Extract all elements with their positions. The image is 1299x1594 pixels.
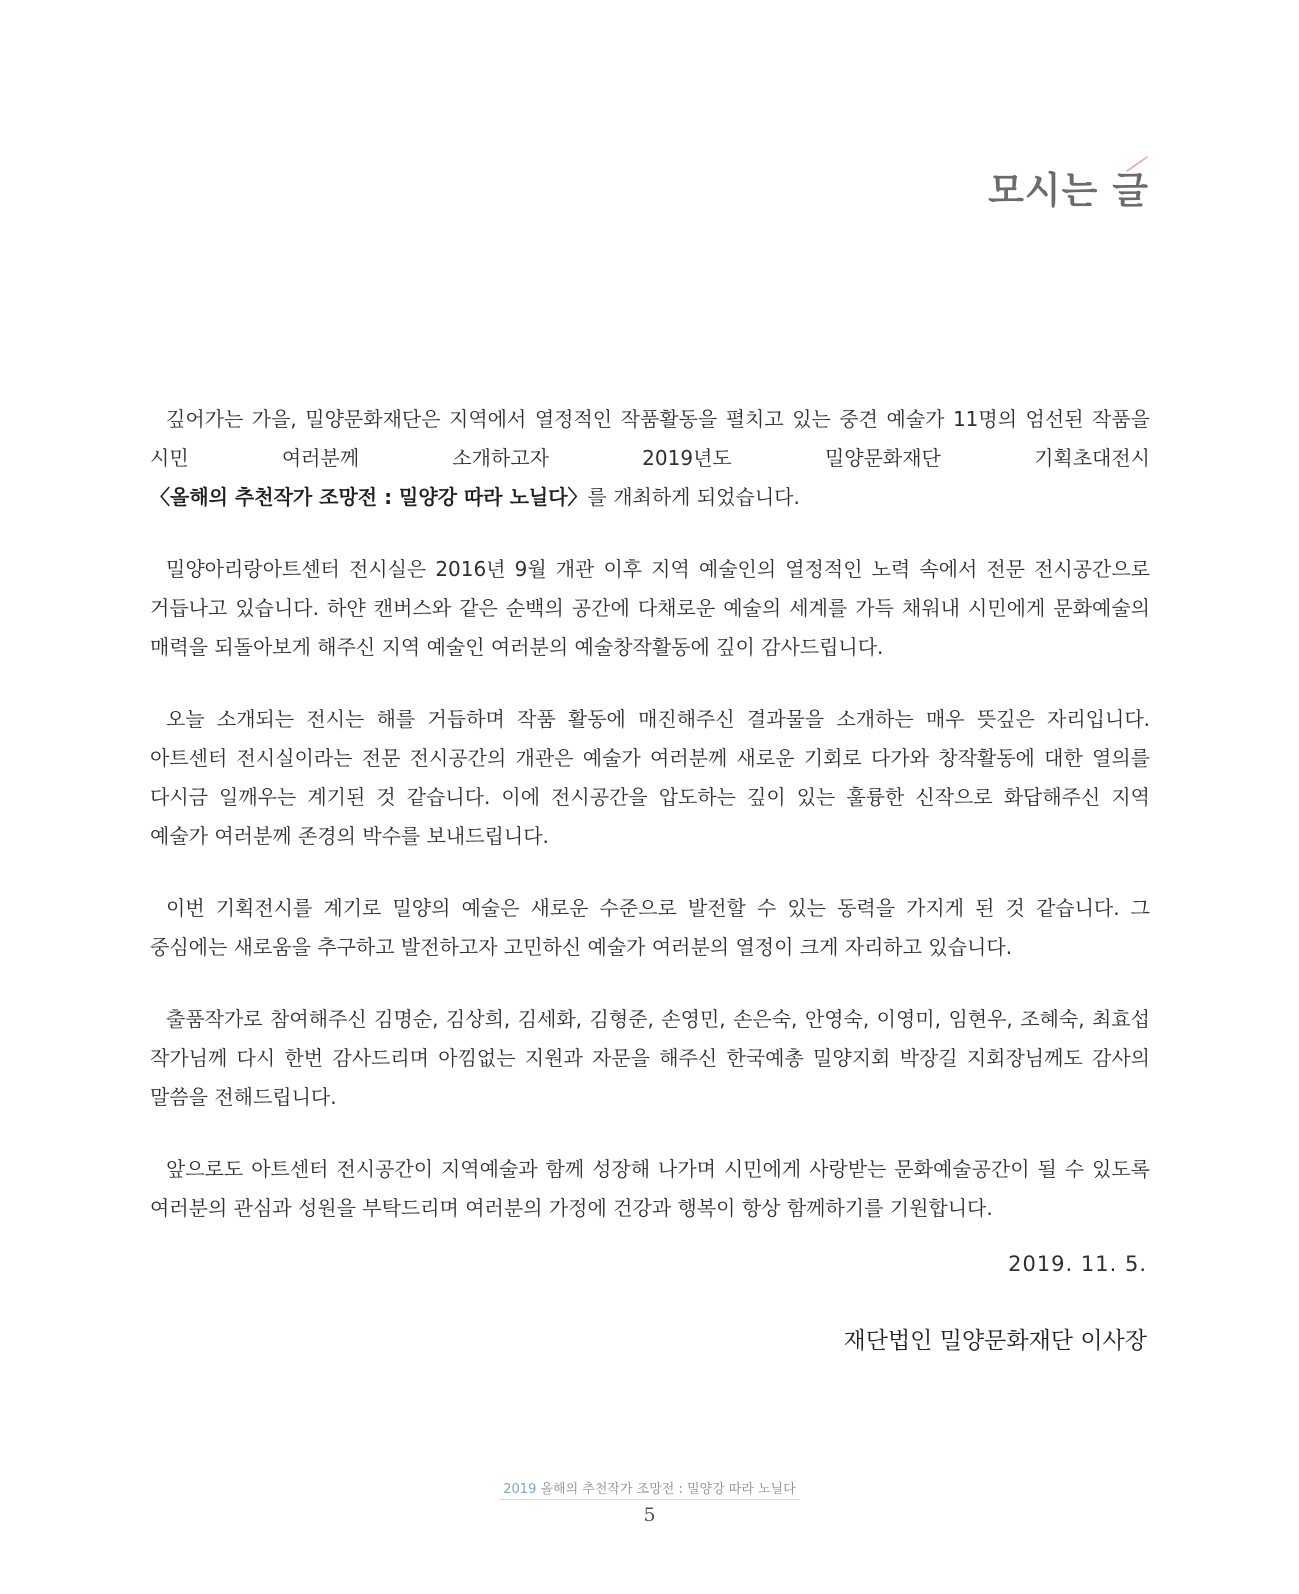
paragraph-venue: 밀양아리랑아트센터 전시실은 2016년 9월 개관 이후 지역 예술인의 열정적인 노력 속에서 전문 전시공간으로 거듭나고 있습니다. 하얀 캔버스와 같은 순백의 공간에 다채로운 예술의 세계를 가득 채워내 시민에게 문화예술의 매력을 되돌아보게 해주신 지역 예술인 여러분의 예술창작활동에 깊이 감사드립니다. xyxy=(150,557,1150,659)
paragraph-intro-text: 깊어가는 가을, 밀양문화재단은 지역에서 열정적인 작품활동을 펼치고 있는 중견 예술가 11명의 엄선된 작품을 시민 여러분께 소개하고자 2019년도 밀양문화재단 기획초대전시 xyxy=(150,407,1150,470)
paragraph-artists: 출품작가로 참여해주신 김명순, 김상희, 김세화, 김형준, 손영민, 손은숙, 안영숙, 이영미, 임현우, 조혜숙, 최효섭 작가님께 다시 한번 감사드리며 아낌없는 지원과 자문을 해주신 한국예총 밀양지회 박장길 지회장님께도 감사의 말씀을 전해드립니다. xyxy=(150,1007,1150,1109)
paragraph-closing: 앞으로도 아트센터 전시공간이 지역예술과 함께 성장해 나가며 시민에게 사랑받는 문화예술공간이 될 수 있도록 여러분의 관심과 성원을 부탁드리며 여러분의 가정에 건강과 행복이 항상 함께하기를 기원합니다. xyxy=(150,1157,1150,1220)
exhibition-title: 〈올해의 추천작가 조망전 : 밀양강 따라 노닐다〉 xyxy=(150,485,588,509)
letter-date: 2019. 11. 5. xyxy=(1008,1252,1147,1276)
footer-year: 2019 xyxy=(503,1482,537,1497)
paragraph-intro-ending: 를 개최하게 되었습니다. xyxy=(587,485,800,509)
footer-caption-text: 올해의 추천작가 조망전 : 밀양강 따라 노닐다 xyxy=(536,1482,796,1497)
paragraph-intro xyxy=(150,400,1150,517)
paragraph-exhibition: 오늘 소개되는 전시는 해를 거듭하며 작품 활동에 매진해주신 결과물을 소개하는 매우 뜻깊은 자리입니다. 아트센터 전시실이라는 전문 전시공간의 개관은 예술가 여러분께 새로운 기회로 다가와 창작활동에 대한 열의를 다시금 일깨우는 계기된 것 같습니다. 이에 전시공간을 압도하는 깊이 있는 훌륭한 신작으로 화답해주신 지역 예술가 여러분께 존경의 박수를 보내드립니다. xyxy=(150,707,1150,848)
title-accent-stroke xyxy=(1119,155,1149,185)
signature: 재단법인 밀양문화재단 이사장 xyxy=(843,1328,1147,1354)
paragraph-development: 이번 기획전시를 계기로 밀양의 예술은 새로운 수준으로 발전할 수 있는 동력을 가지게 된 것 같습니다. 그 중심에는 새로움을 추구하고 발전하고자 고민하신 예술가 여러분의 열정이 크게 자리하고 있습니다. xyxy=(150,896,1150,959)
page-title: 모시는 글 xyxy=(988,169,1149,212)
page-footer xyxy=(0,1478,1299,1526)
footer-caption xyxy=(499,1478,799,1500)
letter-body xyxy=(150,400,1150,1261)
page-number: 5 xyxy=(643,1504,656,1526)
